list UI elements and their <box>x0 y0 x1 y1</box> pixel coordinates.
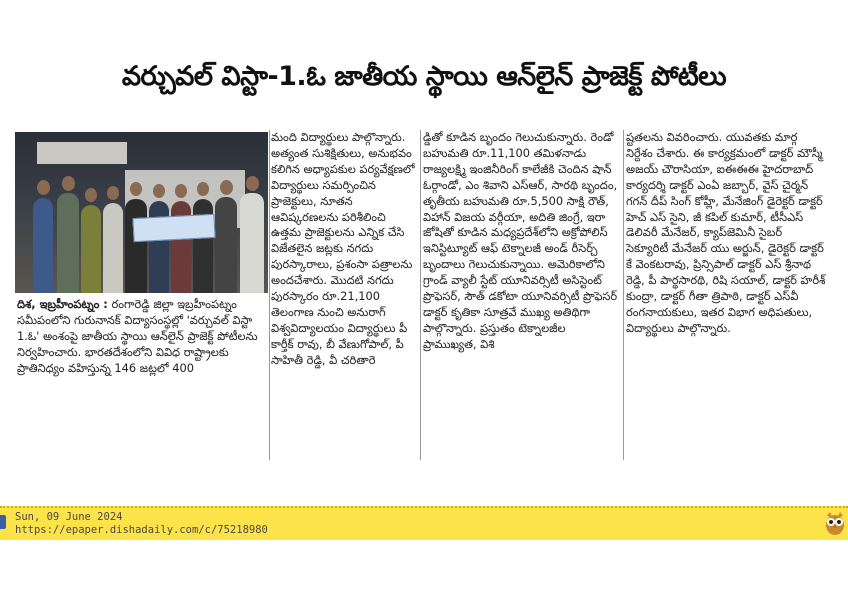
dateline: దిశ, ఇబ్రహీంపట్నం : <box>17 297 108 311</box>
column-divider <box>623 130 624 460</box>
owl-logo-icon <box>824 510 846 536</box>
headline: వర్చువల్ విస్టా-1.ఓ జాతీయ స్థాయి ఆన్‌లైన్ ప్రాజెక్ట్ పోటీలు <box>121 61 727 92</box>
article-column-2: మంది విద్యార్థులు పాల్గొన్నారు. అత్యంత సుశిక్షితులు, అనుభవం కలిగిన అధ్యాపకుల పర్యవేక్షణలో విద్యార్థులు సమర్పించిన ప్రాజెక్టులు, నూతన ఆవిష్కరణలను పరిశీలించి ఉత్తమ ప్రాజెక్టులను ఎన్నిక చేసి విజేతలైన జట్లకు నగదు పురస్కారాలు, ప్రశంసా పత్రాలను అందచేశారు. మొదటి నగదు పురస్కారం రూ.21,100 తెలంగాణ నుంచి అనురాగ్ విశ్వవిద్యాలయం విద్యార్థులు పీ కార్తీక్ రావు, బీ వేణుగోపాల్, పీ సాహితీ రెడ్డి, వీ చరితారె <box>271 130 415 367</box>
article-column-3: డ్డితో కూడిన బృందం గెలుచుకున్నారు. రెండో బహుమతి రూ.11,100 తమిళనాడు రాజ్యలక్ష్మి ఇంజినీరింగ్ కాలేజీకి చెందిన షాన్ ఓర్గాండో, ఎం శివాని ఎస్‌ఆర్, సారథి బృందం, తృతీయ బహుమతి రూ.5,500 సాక్షి రౌత్, విహాన్ విజయ వర్గీయా, అదితి జింగ్రే, ఇరా జోషితో కూడిన మధ్యప్రదేశ్‌లోని అక్రోపోలిస్ ఇనిస్టిట్యూట్ ఆఫ్ టెక్నాలజీ అండ్ రీసెర్చ్ బృందాలు గెలుచుకున్నాయి. అమెరికాలోని గ్రాండ్ వ్యాలీ స్టేట్ యూనివర్సిటీ అసిస్టెంట్ ప్రొఫెసర్, సౌత్ డకోటా యూనివర్సిటీ ప్రొఫెసర్ డాక్టర్ కృతికా సూత్రవే ముఖ్య అతిథిగా పాల్గొన్నారు. ప్రస్తుతం టెక్నాలజీల ప్రాముఖ్యత, విశి <box>423 130 618 351</box>
article-column-4: ష్టతలను వివరించారు. యువతకు మార్గ నిర్దేశం చేశారు. ఈ కార్యక్రమంలో డాక్టర్ మౌస్మీ అజయ్ చౌరాసియా, ఐఈఈఈ హైదరాబాద్ కార్యదర్శి డాక్టర్ ఎంఏ జబ్బార్, వైస్ చైర్మన్ గగన్ దీప్ సింగ్ కోహ్లీ, మేనేజింగ్ డైరెక్టర్ డాక్టర్ హెచ్ ఎస్ సైని, జీ కపిల్ కుమార్, టీసీఎస్ డెలివరీ మేనేజర్, క్యాప్‌జెమినీ సైబర్ సెక్యూరిటీ మేనేజర్ యు అర్జున్, డైరెక్టర్ డాక్టర్ కే వెంకటరావు, ప్రిన్సిపాల్ డాక్టర్ ఎస్ శ్రీనాథ రెడ్డి, పీ పార్థసారథి, రిషి సయాల్, డాక్టర్ హరీశ్ కుంద్రా, డాక్టర్ గీతా త్రిపాఠి, డాక్టర్ ఎస్‌వీ రంగనాయకులు, ఇతర విభాగ అధిపతులు, విద్యార్థులు పాల్గొన్నారు. <box>626 130 826 335</box>
article-column-1 <box>17 297 268 460</box>
footer-url[interactable]: https://epaper.dishadaily.com/c/75218980 <box>15 524 268 536</box>
column-divider <box>269 130 270 460</box>
disha-logo-icon <box>0 515 6 529</box>
footer-bar <box>0 506 848 540</box>
footer-date: Sun, 09 June 2024 <box>15 511 123 523</box>
article-column-1-text: రంగారెడ్డి జిల్లా ఇబ్రహీంపట్నం సమీపంలోని గురునానక్ విద్యాసంస్థల్లో 'వర్చువల్ విస్టా 1.ఓ' అంశంపై జాతీయ స్థాయి ఆన్‌లైన్ ప్రాజెక్ట్ పోటీలను నిర్వహించారు. భారతదేశంలోని వివిధ రాష్ట్రాలకు ప్రాతినిధ్యం వహిస్తున్న 146 జట్లలో 400 <box>17 297 258 375</box>
column-divider <box>420 130 421 460</box>
